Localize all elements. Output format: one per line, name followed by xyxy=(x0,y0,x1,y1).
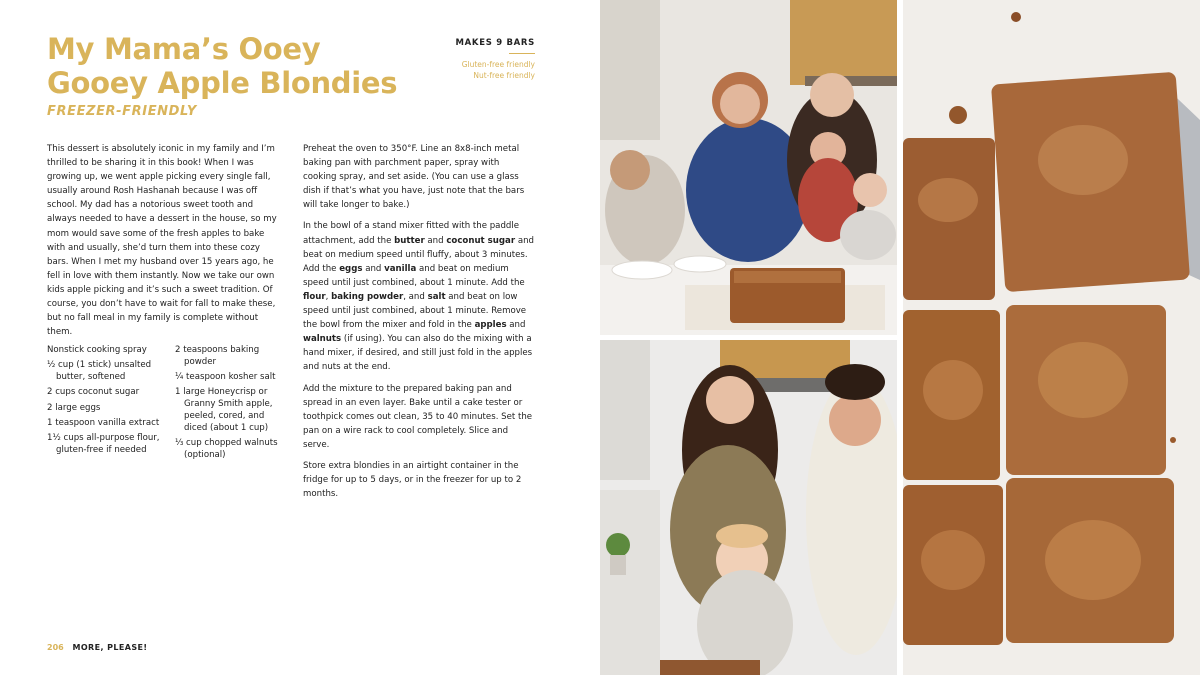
ingredient-highlight: vanilla xyxy=(384,263,417,274)
ingredient-item: 1 large Honeycrisp or Granny Smith apple, peeled, cored, and diced (about 1 cup) xyxy=(175,387,273,433)
photo-illustration xyxy=(600,0,897,335)
yield-divider xyxy=(509,53,535,54)
title-line-1: My Mama’s Ooey xyxy=(47,32,321,66)
family-kitchen-photo xyxy=(600,340,897,675)
blondie-squares-closeup-photo xyxy=(903,0,1200,675)
recipe-title xyxy=(47,32,427,100)
ingredient-item: 1 teaspoon vanilla extract xyxy=(47,417,160,428)
yield-box xyxy=(430,38,535,81)
tag-gluten-free: Gluten-free friendly xyxy=(461,60,535,69)
step-text: and xyxy=(506,320,526,331)
ingredient-highlight: flour xyxy=(303,291,326,302)
recipe-subtitle: FREEZER-FRIENDLY xyxy=(47,104,197,119)
yield-text: MAKES 9 BARS xyxy=(455,38,535,48)
method-step-4: Store extra blondies in an airtight container in the fridge for up to 5 days, or in the freezer for up to 2 months. xyxy=(303,460,522,500)
recipe-intro: This dessert is absolutely iconic in my family and I’m thrilled to be sharing it in this book! When I was growing up, we went apple picking every single fall, usually around Rosh Hashanah because I was off school. My dad has a notorious sweet tooth and always needed to have a dessert in the house, so my mom would save some of the fresh apples to bake with and usually, she’d turn them into these cozy bars. When I met my husband over 15 years ago, he fell in love with them instantly. Now we take our own kids apple picking and it’s such a sweet tradition. Of course, you don’t have to wait for fall to make these, but no fall meal in my family is complete without them. xyxy=(47,144,277,338)
book-title: MORE, PLEASE! xyxy=(72,643,148,652)
ingredient-highlight: baking powder xyxy=(331,291,404,302)
step-text: (if using). You can also do the mixing with a hand mixer, if desired, and still just fold in the apples and nuts at the end. xyxy=(303,334,533,373)
ingredient-item: ⅓ cup chopped walnuts (optional) xyxy=(175,438,278,460)
ingredient-item: 2 teaspoons baking powder xyxy=(175,345,260,367)
method-step-3: Add the mixture to the prepared baking pan and spread in an even layer. Bake until a cake tester or toothpick comes out clean, 35 to 40 minutes. Set the pan on a wire rack to cool completely. Slice and serve. xyxy=(303,383,533,450)
ingredient-highlight: salt xyxy=(427,291,446,302)
photo-illustration xyxy=(600,340,897,675)
family-cutting-blondies-photo xyxy=(600,0,897,335)
photo-illustration xyxy=(903,0,1200,675)
ingredients-column-2 xyxy=(175,345,285,465)
title-line-2: Gooey Apple Blondies xyxy=(47,66,398,100)
step-text: and xyxy=(424,235,447,246)
ingredients-column-1 xyxy=(47,345,172,460)
ingredient-item: 2 large eggs xyxy=(47,402,101,413)
ingredient-highlight: butter xyxy=(394,235,425,246)
step-text: and beat on medium speed until fluffy, about 3 minutes. Add the xyxy=(303,235,534,274)
page-number: 206 xyxy=(47,643,64,652)
ingredient-item: ¼ teaspoon kosher salt xyxy=(175,372,276,383)
ingredient-highlight: eggs xyxy=(339,263,363,274)
step-text: and beat on medium speed until just combined, about 1 minute. Add the xyxy=(303,263,525,288)
ingredient-highlight: walnuts xyxy=(303,334,342,345)
tag-nut-free: Nut-free friendly xyxy=(473,71,535,80)
step-text: , xyxy=(325,291,332,302)
step-text: and xyxy=(362,263,385,274)
recipe-method xyxy=(303,142,535,508)
ingredient-highlight: coconut sugar xyxy=(446,235,516,246)
method-step-1: Preheat the oven to 350°F. Line an 8x8-inch metal baking pan with parchment paper, spray with cooking spray, and set aside. (You can use a glass dish if that’s what you have, just note that the bars will take longer to bake.) xyxy=(303,144,525,211)
ingredient-highlight: apples xyxy=(474,320,507,331)
page-footer xyxy=(47,643,147,652)
step-text: , and xyxy=(403,291,428,302)
ingredient-item: ½ cup (1 stick) unsalted butter, softened xyxy=(47,360,152,383)
ingredient-item: 2 cups coconut sugar xyxy=(47,387,140,398)
method-step-2 xyxy=(303,219,535,374)
ingredient-item: Nonstick cooking spray xyxy=(47,345,147,355)
ingredient-item: 1½ cups all-purpose flour, gluten-free if needed xyxy=(47,433,160,456)
step-text: In the bowl of a stand mixer fitted with the paddle attachment, add the xyxy=(303,221,520,246)
step-text: and beat on low speed until just combined, about 1 minute. Remove the bowl from the mixer and fold in the xyxy=(303,291,527,331)
